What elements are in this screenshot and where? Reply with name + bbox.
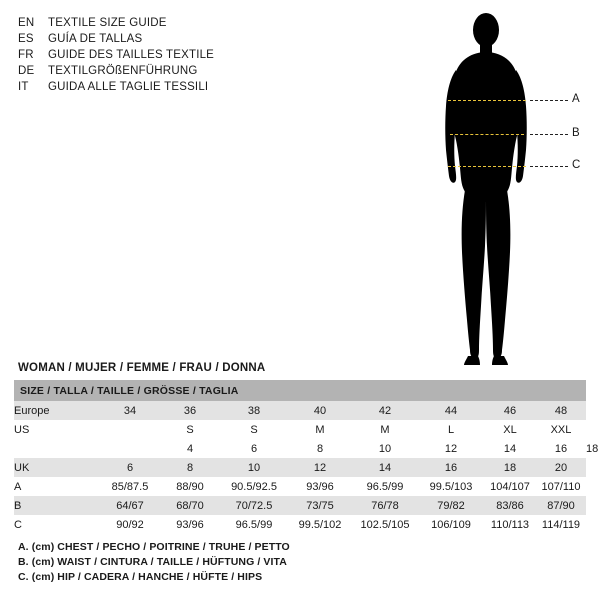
- cell: S: [220, 420, 288, 439]
- cell: 87/90: [536, 496, 586, 515]
- cell: 36: [160, 401, 220, 420]
- cell: 68/70: [160, 496, 220, 515]
- cell: 76/78: [352, 496, 418, 515]
- cell: XL: [484, 420, 536, 439]
- measurement-notes: [18, 540, 578, 585]
- cell: 114/119: [536, 515, 586, 534]
- cell: 70/72.5: [220, 496, 288, 515]
- table-header-row: [14, 380, 586, 401]
- table-row: [14, 515, 586, 534]
- cell: 6: [220, 439, 288, 458]
- cell: 85/87.5: [100, 477, 160, 496]
- row-label-a: A: [14, 477, 100, 496]
- language-title: TEXTILGRÖßENFÜHRUNG: [48, 65, 198, 77]
- table-row: [14, 477, 586, 496]
- language-row: [18, 80, 318, 95]
- cell: 40: [288, 401, 352, 420]
- cell: 12: [288, 458, 352, 477]
- cell: M: [288, 420, 352, 439]
- measure-leader-hip: [530, 166, 568, 167]
- language-row: [18, 16, 318, 31]
- cell: 20: [536, 458, 586, 477]
- language-title: GUÍA DE TALLAS: [48, 33, 143, 45]
- note-hip: C. (cm) HIP / CADERA / HANCHE / HÜFTE / HIPS: [18, 571, 263, 583]
- cell: 42: [352, 401, 418, 420]
- table-row: 4 6 8 10 12 14 16 18: [14, 439, 586, 458]
- cell: 44: [418, 401, 484, 420]
- language-title: TEXTILE SIZE GUIDE: [48, 17, 167, 29]
- cell: L: [418, 420, 484, 439]
- row-label-blank: [14, 439, 100, 458]
- language-title: GUIDA ALLE TAGLIE TESSILI: [48, 81, 209, 93]
- cell: 96.5/99: [220, 515, 288, 534]
- measure-label-a: A: [572, 93, 580, 105]
- language-code: DE: [18, 65, 35, 77]
- language-title: GUIDE DES TAILLES TEXTILE: [48, 49, 215, 61]
- size-table: [14, 380, 599, 534]
- cell: 64/67: [100, 496, 160, 515]
- language-code: EN: [18, 17, 35, 29]
- measure-leader-chest: [530, 100, 568, 101]
- row-label-europe: Europe: [14, 401, 100, 420]
- measure-line-chest: [448, 100, 526, 101]
- cell: 14: [484, 439, 536, 458]
- cell: 99.5/102: [288, 515, 352, 534]
- female-silhouette-icon: [420, 8, 590, 368]
- cell: 102.5/105: [352, 515, 418, 534]
- cell: XXL: [536, 420, 586, 439]
- cell: 12: [418, 439, 484, 458]
- cell: 6: [100, 458, 160, 477]
- cell: 10: [220, 458, 288, 477]
- cell: 93/96: [160, 515, 220, 534]
- section-title-woman: WOMAN / MUJER / FEMME / FRAU / DONNA: [18, 362, 266, 374]
- cell: 4: [160, 439, 220, 458]
- language-row: [18, 64, 318, 79]
- cell: [100, 420, 160, 439]
- measure-label-b: B: [572, 127, 580, 139]
- language-code: IT: [18, 81, 29, 93]
- cell: 106/109: [418, 515, 484, 534]
- row-label-uk: UK: [14, 458, 100, 477]
- cell: 79/82: [418, 496, 484, 515]
- cell: 99.5/103: [418, 477, 484, 496]
- measure-line-hip: [448, 166, 526, 167]
- table-row: [14, 420, 586, 439]
- figure-area: [420, 8, 590, 368]
- cell: M: [352, 420, 418, 439]
- row-label-us: US: [14, 420, 100, 439]
- measure-line-waist: [450, 134, 524, 135]
- cell: 107/110: [536, 477, 586, 496]
- measure-label-c: C: [572, 159, 581, 171]
- cell: 104/107: [484, 477, 536, 496]
- cell: 10: [352, 439, 418, 458]
- cell: 83/86: [484, 496, 536, 515]
- cell: 96.5/99: [352, 477, 418, 496]
- cell: 90.5/92.5: [220, 477, 288, 496]
- note-chest: A. (cm) CHEST / PECHO / POITRINE / TRUHE / PETTO: [18, 541, 290, 553]
- size-table-wrap: [14, 380, 599, 534]
- cell: 73/75: [288, 496, 352, 515]
- language-code: ES: [18, 33, 34, 45]
- row-label-c: C: [14, 515, 100, 534]
- cell: 110/113: [484, 515, 536, 534]
- language-list: [18, 16, 318, 96]
- cell: S: [160, 420, 220, 439]
- note-waist: B. (cm) WAIST / CINTURA / TAILLE / HÜFTUNG / VITA: [18, 556, 287, 568]
- table-row: [14, 401, 586, 420]
- table-header-label: SIZE / TALLA / TAILLE / GRÖSSE / TAGLIA: [14, 380, 586, 401]
- language-code: FR: [18, 49, 34, 61]
- cell: 16: [536, 439, 586, 458]
- cell: 93/96: [288, 477, 352, 496]
- cell: 48: [536, 401, 586, 420]
- row-label-b: B: [14, 496, 100, 515]
- language-row: [18, 48, 318, 63]
- table-row: [14, 496, 586, 515]
- cell: 88/90: [160, 477, 220, 496]
- measure-leader-waist: [530, 134, 568, 135]
- cell: 16: [418, 458, 484, 477]
- cell: 46: [484, 401, 536, 420]
- cell: 90/92: [100, 515, 160, 534]
- cell: 8: [288, 439, 352, 458]
- cell: [100, 439, 160, 458]
- cell: 14: [352, 458, 418, 477]
- cell: 34: [100, 401, 160, 420]
- cell: 38: [220, 401, 288, 420]
- table-row: [14, 458, 586, 477]
- cell: 18: [484, 458, 536, 477]
- cell: 8: [160, 458, 220, 477]
- language-row: [18, 32, 318, 47]
